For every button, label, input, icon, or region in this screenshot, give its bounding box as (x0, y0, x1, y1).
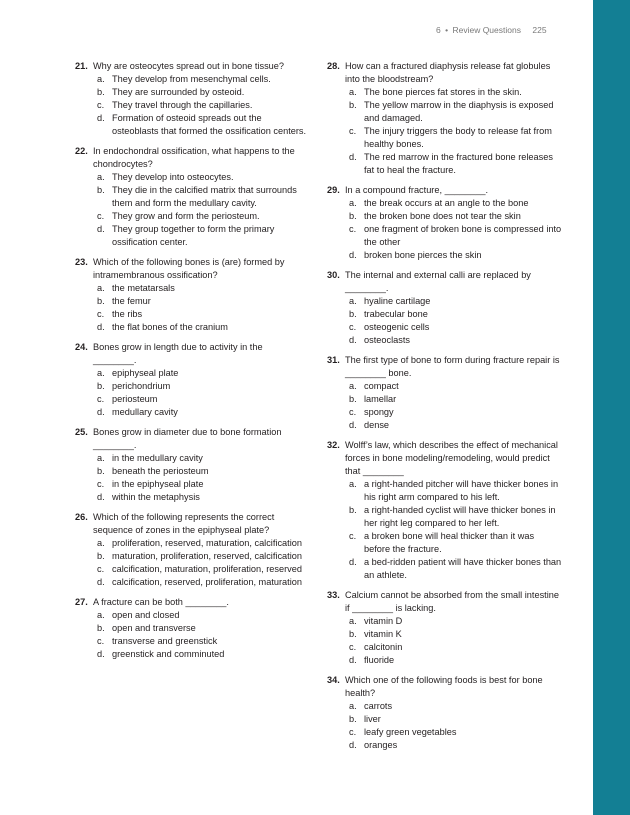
answer-option (75, 295, 307, 308)
answer-option (327, 641, 562, 654)
option-text: perichondrium (112, 381, 171, 391)
option-letter: c. (97, 309, 105, 319)
question-stem (327, 184, 562, 197)
answer-option (327, 739, 562, 752)
option-text: medullary cavity (112, 407, 178, 417)
option-letter: a. (97, 172, 105, 182)
option-letter: d. (97, 577, 105, 587)
option-text: the ribs (112, 309, 143, 319)
answer-option (327, 406, 562, 419)
option-text: leafy green vegetables (364, 727, 457, 737)
option-text: osteoclasts (364, 335, 410, 345)
answer-option (327, 151, 562, 177)
option-letter: c. (97, 564, 105, 574)
answer-option (327, 530, 562, 556)
option-letter: b. (349, 629, 357, 639)
option-letter: c. (349, 407, 357, 417)
answer-option (75, 622, 307, 635)
question-text: Which of the following bones is (are) formed by intramembranous ossification? (93, 257, 285, 280)
running-header (436, 25, 547, 35)
answer-option (75, 86, 307, 99)
option-letter: b. (97, 185, 105, 195)
option-text: spongy (364, 407, 394, 417)
question-item (327, 439, 562, 582)
option-text: calcification, reserved, proliferation, maturation (112, 577, 302, 587)
question-number: 28. (327, 61, 340, 71)
question-stem (75, 426, 307, 452)
answer-option (327, 504, 562, 530)
option-letter: d. (349, 557, 357, 567)
answer-option (75, 576, 307, 589)
option-letter: b. (349, 714, 357, 724)
question-number: 30. (327, 270, 340, 280)
answer-option (75, 393, 307, 406)
option-text: broken bone pierces the skin (364, 250, 482, 260)
question-item (75, 341, 307, 419)
question-number: 33. (327, 590, 340, 600)
question-number: 23. (75, 257, 88, 267)
question-item (75, 256, 307, 334)
option-letter: a. (97, 74, 105, 84)
question-stem (75, 145, 307, 171)
option-text: liver (364, 714, 381, 724)
option-letter: c. (97, 636, 105, 646)
option-text: a bed-ridden patient will have thicker bones than an athlete. (364, 557, 562, 580)
question-item (75, 60, 307, 138)
option-text: They develop into osteocytes. (112, 172, 234, 182)
option-letter: d. (349, 740, 357, 750)
answer-option (75, 367, 307, 380)
question-text: A fracture can be both ________. (93, 597, 229, 607)
option-letter: a. (97, 368, 105, 378)
question-stem (327, 589, 562, 615)
answer-option (75, 171, 307, 184)
option-letter: a. (349, 296, 357, 306)
answer-option (327, 210, 562, 223)
option-letter: d. (97, 113, 105, 123)
option-text: The red marrow in the fractured bone releases fat to heal the fracture. (364, 152, 553, 175)
option-letter: b. (97, 623, 105, 633)
option-text: within the metaphysis (112, 492, 200, 502)
option-text: calcitonin (364, 642, 403, 652)
option-letter: a. (97, 610, 105, 620)
answer-option (75, 210, 307, 223)
option-letter: a. (349, 479, 357, 489)
question-text: The internal and external calli are replaced by ________. (345, 270, 531, 293)
question-item (327, 269, 562, 347)
question-stem (75, 341, 307, 367)
option-text: carrots (364, 701, 393, 711)
answer-option (327, 197, 562, 210)
question-number: 26. (75, 512, 88, 522)
left-question-column (75, 60, 307, 668)
answer-option (327, 86, 562, 99)
answer-option (75, 184, 307, 210)
chapter-number: 6 (436, 25, 441, 35)
question-stem (327, 269, 562, 295)
option-letter: a. (349, 381, 357, 391)
question-item (327, 589, 562, 667)
option-text: They group together to form the primary ossification center. (112, 224, 275, 247)
answer-option (75, 563, 307, 576)
answer-option (75, 406, 307, 419)
answer-option (327, 125, 562, 151)
answer-option (327, 249, 562, 262)
question-text: Which of the following represents the correct sequence of zones in the epiphyseal plate? (93, 512, 275, 535)
question-number: 22. (75, 146, 88, 156)
option-text: beneath the periosteum (112, 466, 209, 476)
question-number: 21. (75, 61, 88, 71)
option-text: They develop from mesenchymal cells. (112, 74, 271, 84)
question-text: How can a fractured diaphysis release fat globules into the bloodstream? (345, 61, 551, 84)
option-text: epiphyseal plate (112, 368, 179, 378)
option-text: transverse and greenstick (112, 636, 218, 646)
question-item (327, 354, 562, 432)
option-text: periosteum (112, 394, 158, 404)
option-letter: d. (349, 152, 357, 162)
option-text: in the epiphyseal plate (112, 479, 204, 489)
option-letter: d. (349, 250, 357, 260)
option-text: vitamin D (364, 616, 403, 626)
answer-option (327, 628, 562, 641)
option-text: They grow and form the periosteum. (112, 211, 260, 221)
option-letter: c. (349, 642, 357, 652)
question-number: 29. (327, 185, 340, 195)
answer-option (75, 380, 307, 393)
question-text: In a compound fracture, ________. (345, 185, 489, 195)
answer-option (75, 609, 307, 622)
option-letter: c. (97, 211, 105, 221)
option-text: osteogenic cells (364, 322, 430, 332)
option-text: The yellow marrow in the diaphysis is exposed and damaged. (364, 100, 554, 123)
answer-option (327, 308, 562, 321)
question-item (75, 511, 307, 589)
question-text: Why are osteocytes spread out in bone tissue? (93, 61, 285, 71)
header-bullet: • (445, 25, 449, 35)
answer-option (75, 308, 307, 321)
option-text: compact (364, 381, 399, 391)
question-stem (327, 60, 562, 86)
option-text: trabecular bone (364, 309, 428, 319)
option-letter: c. (349, 322, 357, 332)
option-letter: c. (349, 224, 357, 234)
option-text: The bone pierces fat stores in the skin. (364, 87, 522, 97)
chapter-color-band (593, 0, 630, 815)
answer-option (75, 73, 307, 86)
option-letter: a. (97, 538, 105, 548)
answer-option (327, 223, 562, 249)
answer-option (75, 550, 307, 563)
answer-option (75, 465, 307, 478)
question-text: Bones grow in length due to activity in the ________. (93, 342, 263, 365)
question-stem (75, 511, 307, 537)
question-item (327, 60, 562, 177)
option-letter: a. (349, 701, 357, 711)
option-letter: c. (349, 727, 357, 737)
answer-option (327, 478, 562, 504)
question-item (75, 596, 307, 661)
option-text: hyaline cartilage (364, 296, 431, 306)
answer-option (75, 635, 307, 648)
answer-option (75, 223, 307, 249)
option-letter: a. (97, 283, 105, 293)
option-letter: b. (97, 296, 105, 306)
option-text: They are surrounded by osteoid. (112, 87, 245, 97)
question-number: 27. (75, 597, 88, 607)
answer-option (327, 419, 562, 432)
answer-option (327, 726, 562, 739)
answer-option (327, 700, 562, 713)
option-letter: b. (349, 309, 357, 319)
option-letter: b. (349, 100, 357, 110)
option-letter: d. (97, 492, 105, 502)
question-stem (75, 256, 307, 282)
question-text: In endochondral ossification, what happens to the chondrocytes? (93, 146, 295, 169)
option-text: lamellar (364, 394, 397, 404)
question-stem (327, 674, 562, 700)
option-letter: a. (349, 616, 357, 626)
option-letter: c. (97, 100, 105, 110)
option-text: dense (364, 420, 390, 430)
option-text: fluoride (364, 655, 395, 665)
answer-option (75, 452, 307, 465)
question-stem (75, 596, 307, 609)
section-title: Review Questions (452, 25, 521, 35)
answer-option (75, 537, 307, 550)
question-number: 34. (327, 675, 340, 685)
option-text: maturation, proliferation, reserved, calcification (112, 551, 302, 561)
option-text: the break occurs at an angle to the bone (364, 198, 529, 208)
option-text: the broken bone does not tear the skin (364, 211, 521, 221)
option-letter: b. (349, 211, 357, 221)
answer-option (75, 491, 307, 504)
option-text: a right-handed cyclist will have thicker bones in her right leg compared to her left. (364, 505, 556, 528)
option-text: a right-handed pitcher will have thicker bones in his right arm compared to his left. (364, 479, 559, 502)
answer-option (75, 478, 307, 491)
option-letter: b. (97, 466, 105, 476)
option-letter: c. (97, 394, 105, 404)
option-text: open and closed (112, 610, 180, 620)
option-letter: c. (349, 126, 357, 136)
option-text: oranges (364, 740, 398, 750)
option-letter: d. (349, 335, 357, 345)
option-letter: c. (349, 531, 357, 541)
option-letter: b. (97, 87, 105, 97)
option-letter: c. (97, 479, 105, 489)
option-letter: d. (97, 649, 105, 659)
question-item (327, 184, 562, 262)
option-text: Formation of osteoid spreads out the osteoblasts that formed the ossification centers. (112, 113, 307, 136)
question-number: 31. (327, 355, 340, 365)
page-number: 225 (532, 25, 547, 35)
question-number: 25. (75, 427, 88, 437)
question-stem (327, 439, 562, 478)
answer-option (75, 99, 307, 112)
answer-option (327, 321, 562, 334)
option-letter: d. (97, 224, 105, 234)
right-question-column (327, 60, 562, 759)
option-letter: d. (349, 655, 357, 665)
answer-option (327, 99, 562, 125)
option-letter: b. (349, 394, 357, 404)
question-stem (75, 60, 307, 73)
option-letter: b. (97, 551, 105, 561)
answer-option (327, 334, 562, 347)
answer-option (75, 282, 307, 295)
question-text: Bones grow in diameter due to bone formation ________. (93, 427, 282, 450)
answer-option (327, 380, 562, 393)
option-text: calcification, maturation, proliferation, reserved (112, 564, 302, 574)
option-text: proliferation, reserved, maturation, calcification (112, 538, 302, 548)
answer-option (327, 556, 562, 582)
question-stem (327, 354, 562, 380)
answer-option (327, 615, 562, 628)
option-letter: a. (349, 87, 357, 97)
option-text: the femur (112, 296, 151, 306)
question-text: Which one of the following foods is best for bone health? (345, 675, 543, 698)
question-text: The first type of bone to form during fracture repair is ________ bone. (345, 355, 560, 378)
question-text: Wolff’s law, which describes the effect of mechanical forces in bone modeling/remodeling, would predict that ________ (345, 440, 558, 476)
question-item (75, 426, 307, 504)
option-letter: a. (97, 453, 105, 463)
option-text: one fragment of broken bone is compressed into the other (364, 224, 562, 247)
question-item (75, 145, 307, 249)
option-letter: d. (97, 407, 105, 417)
answer-option (75, 648, 307, 661)
question-number: 32. (327, 440, 340, 450)
option-text: open and transverse (112, 623, 196, 633)
option-text: a broken bone will heal thicker than it was before the fracture. (364, 531, 535, 554)
answer-option (327, 295, 562, 308)
option-text: They die in the calcified matrix that surrounds them and form the medullary cavity. (112, 185, 297, 208)
option-text: The injury triggers the body to release fat from healthy bones. (364, 126, 552, 149)
option-letter: d. (349, 420, 357, 430)
option-text: vitamin K (364, 629, 402, 639)
answer-option (75, 112, 307, 138)
option-text: in the medullary cavity (112, 453, 203, 463)
option-text: They travel through the capillaries. (112, 100, 253, 110)
option-text: the metatarsals (112, 283, 175, 293)
answer-option (327, 713, 562, 726)
question-number: 24. (75, 342, 88, 352)
option-letter: d. (97, 322, 105, 332)
option-text: the flat bones of the cranium (112, 322, 228, 332)
answer-option (327, 654, 562, 667)
option-letter: b. (349, 505, 357, 515)
question-text: Calcium cannot be absorbed from the small intestine if ________ is lacking. (345, 590, 559, 613)
question-item (327, 674, 562, 752)
option-text: greenstick and comminuted (112, 649, 225, 659)
option-letter: a. (349, 198, 357, 208)
answer-option (75, 321, 307, 334)
answer-option (327, 393, 562, 406)
option-letter: b. (97, 381, 105, 391)
